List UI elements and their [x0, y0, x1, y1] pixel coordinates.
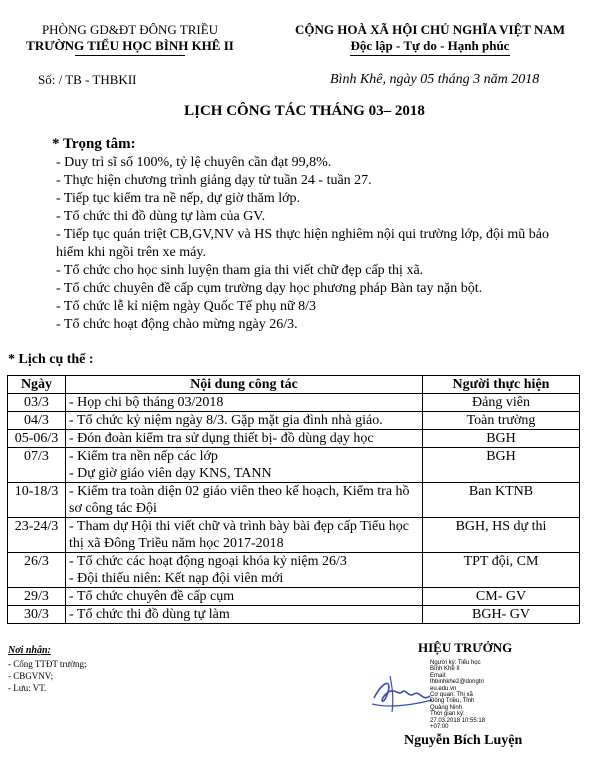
content-line: - Tổ chức thi đồ dùng tự làm	[69, 607, 230, 622]
page-title: LỊCH CÔNG TÁC THÁNG 03– 2018	[184, 103, 425, 119]
cell-day: 30/3	[8, 606, 66, 624]
handwritten-signature	[368, 668, 438, 723]
recipient-item: - CBGVNV;	[8, 671, 54, 681]
table-row	[8, 606, 580, 624]
table-row	[8, 448, 580, 483]
recipient-item: - Lưu: VT.	[8, 683, 47, 693]
stamp-line: eu.edu.vn	[430, 685, 457, 692]
stamp-line: Email:	[430, 672, 447, 679]
schedule-table	[7, 375, 580, 624]
table-row	[8, 412, 580, 430]
focus-item: - Thực hiện chương trình giảng dạy từ tuần 24 - tuần 27.	[56, 173, 372, 188]
motto: Độc lập - Tự do - Hạnh phúc	[350, 38, 510, 53]
content-line: - Kiểm tra nền nếp các lớp	[69, 449, 218, 464]
stamp-line: Thời gian ký:	[430, 711, 465, 718]
digital-signature-stamp	[430, 660, 540, 730]
focus-heading: * Trọng tâm:	[52, 136, 136, 152]
table-body	[8, 394, 580, 624]
table-row	[8, 394, 580, 412]
stamp-line: Cơ quan: Thị xã	[430, 692, 473, 699]
cell-content	[66, 412, 423, 430]
recipients-heading: Nơi nhận:	[8, 645, 51, 656]
cell-day: 29/3	[8, 588, 66, 606]
column-header-content: Nội dung công tác	[66, 376, 423, 394]
cell-day: 04/3	[8, 412, 66, 430]
table-row	[8, 483, 580, 518]
stamp-line: Người ký: Tiểu học	[430, 660, 481, 666]
issuer-block	[0, 22, 260, 56]
stamp-line: Bình Khê II	[430, 666, 460, 673]
cell-responsible: BGH	[423, 430, 580, 448]
content-line: - Tham dự Hội thi viết chữ và trình bày bài đẹp cấp Tiểu học thị xã Đông Triều năm học 2017-2018	[69, 519, 409, 551]
recipients-list	[8, 658, 87, 694]
divider	[75, 55, 185, 56]
cell-day: 07/3	[8, 448, 66, 483]
cell-responsible: BGH, HS dự thi	[423, 518, 580, 553]
content-line: - Đội thiếu niên: Kết nạp đội viên mới	[69, 571, 284, 586]
cell-content	[66, 430, 423, 448]
column-header-responsible: Người thực hiện	[423, 376, 580, 394]
content-line: - Tổ chức kỷ niệm ngày 8/3. Gặp mặt gia đình nhà giáo.	[69, 413, 383, 428]
place-date: Bình Khê, ngày 05 tháng 3 năm 2018	[330, 72, 540, 87]
cell-responsible: TPT đội, CM	[423, 553, 580, 588]
content-line: - Tổ chức các hoạt động ngoại khóa kỷ niệm 26/3	[69, 554, 347, 569]
cell-content	[66, 518, 423, 553]
cell-responsible: Toàn trường	[423, 412, 580, 430]
cell-day: 05-06/3	[8, 430, 66, 448]
signer-name: Nguyễn Bích Luyện	[404, 733, 523, 748]
cell-responsible: Đảng viên	[423, 394, 580, 412]
country-name: CỘNG HOÀ XÃ HỘI CHỦ NGHĨA VIỆT NAM	[294, 22, 566, 37]
cell-content	[66, 606, 423, 624]
column-header-day: Ngày	[8, 376, 66, 394]
cell-day: 26/3	[8, 553, 66, 588]
recipient-item: - Cổng TTĐT trường;	[8, 659, 87, 669]
focus-item: - Duy trì sĩ số 100%, tỷ lệ chuyên cần đạt 99,8%.	[56, 155, 332, 170]
cell-day: 23-24/3	[8, 518, 66, 553]
cell-content	[66, 448, 423, 483]
cell-day: 03/3	[8, 394, 66, 412]
table-row	[8, 588, 580, 606]
content-line: - Tổ chức chuyên đề cấp cụm	[69, 589, 235, 604]
content-line: - Dự giờ giáo viên dạy KNS, TANN	[69, 466, 272, 481]
signer-title: HIỆU TRƯỞNG	[418, 640, 513, 655]
cell-content	[66, 394, 423, 412]
stamp-line: Quảng Ninh	[430, 704, 463, 711]
focus-item: - Tổ chức cho học sinh luyện tham gia thi viết chữ đẹp cấp thị xã.	[56, 263, 424, 278]
school-name: TRƯỜNG TIỂU HỌC BÌNH KHÊ II	[26, 38, 234, 53]
cell-content	[66, 588, 423, 606]
stamp-line: thbinhkhe2@dongtri	[430, 679, 484, 686]
cell-responsible: BGH- GV	[423, 606, 580, 624]
content-line: - Đón đoàn kiểm tra sử dụng thiết bị- đồ dùng dạy học	[69, 431, 374, 446]
cell-responsible: BGH	[423, 448, 580, 483]
cell-content	[66, 483, 423, 518]
cell-responsible: Ban KTNB	[423, 483, 580, 518]
table-row	[8, 553, 580, 588]
document-number: Số: / TB - THBKII	[38, 72, 137, 87]
stamp-line: 27.03.2018 10:55:18	[430, 717, 486, 724]
national-motto-block	[280, 22, 580, 56]
table-row	[8, 430, 580, 448]
table-header-row	[8, 376, 580, 394]
focus-list	[56, 154, 576, 334]
focus-item: - Tiếp tục quán triệt CB,GV,NV và HS thực hiện nghiêm nội qui trường lớp, đội mũ bảo hiểm khi ngồi trên xe máy.	[56, 227, 550, 260]
focus-item: - Tổ chức hoạt động chào mừng ngày 26/3.	[56, 317, 298, 332]
divider	[350, 55, 510, 56]
table-row	[8, 518, 580, 553]
focus-item: - Tiếp tục kiểm tra nề nếp, dự giờ thăm lớp.	[56, 191, 301, 206]
cell-content	[66, 553, 423, 588]
cell-day: 10-18/3	[8, 483, 66, 518]
cell-responsible: CM- GV	[423, 588, 580, 606]
focus-item: - Tổ chức thi đồ dùng tự làm của GV.	[56, 209, 266, 224]
focus-item: - Tổ chức chuyên đề cấp cụm trường dạy học phương pháp Bàn tay nặn bột.	[56, 281, 483, 296]
stamp-line: Đông Triều, Tỉnh	[430, 698, 475, 705]
content-line: - Kiểm tra toàn diện 02 giáo viên theo kế hoạch, Kiểm tra hồ sơ công tác Đội	[69, 484, 410, 516]
detail-heading: * Lịch cụ thể :	[8, 352, 94, 367]
focus-item: - Tổ chức lễ kỉ niệm ngày Quốc Tế phụ nữ 8/3	[56, 299, 316, 314]
stamp-line: +07:00	[430, 724, 449, 731]
department-name: PHÒNG GD&ĐT ĐÔNG TRIỀU	[41, 22, 219, 37]
content-line: - Họp chi bộ tháng 03/2018	[69, 395, 224, 410]
